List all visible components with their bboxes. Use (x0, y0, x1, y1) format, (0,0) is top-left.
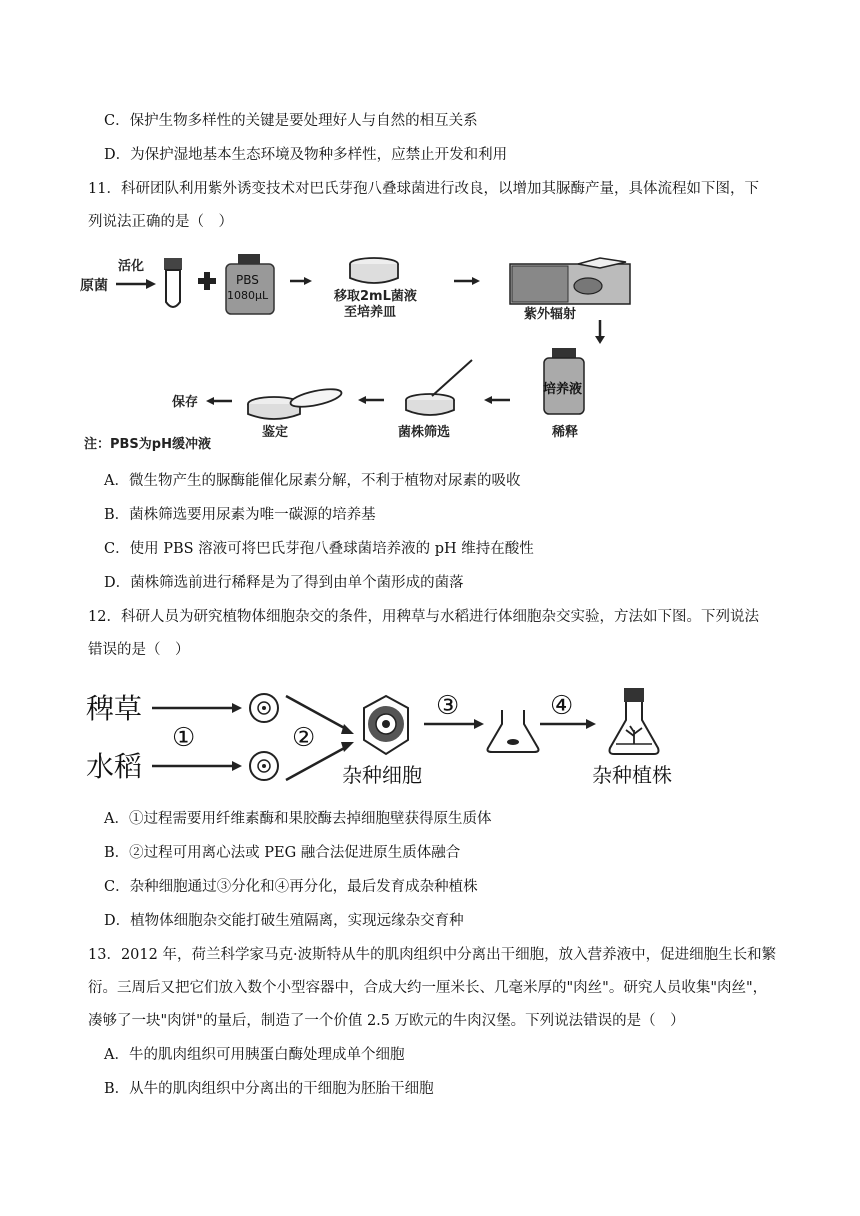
step-2: ② (292, 723, 316, 753)
q11-option-c: C．使用 PBS 溶液可将巴氏芽孢八叠球菌培养液的 pH 维持在酸性 (104, 541, 534, 557)
q10-option-d: D．为保护湿地基本生态环境及物种多样性，应禁止开发和利用 (104, 147, 508, 163)
label-pbs-volume: 1080μL (227, 289, 269, 302)
label-pbs: PBS (236, 273, 259, 287)
step-4: ④ (550, 691, 574, 721)
q12-option-c: C．杂种细胞通过③分化和④再分化，最后发育成杂种植株 (104, 879, 478, 895)
label-baicao: 稗草 (86, 692, 143, 725)
q12-stem-line2: 错误的是（ ） (88, 642, 190, 658)
q12-option-b: B．②过程可用离心法或 PEG 融合法促进原生质体融合 (104, 845, 461, 861)
q11-flow-diagram (80, 248, 660, 458)
q13-option-b: B．从牛的肌肉组织中分离出的干细胞为胚胎干细胞 (104, 1081, 434, 1097)
step-3: ③ (436, 691, 460, 721)
label-baocun: 保存 (172, 395, 199, 410)
label-yiqu-line2: 至培养皿 (344, 305, 397, 320)
label-yuanjun: 原菌 (80, 278, 108, 294)
step-1: ① (172, 723, 196, 753)
label-shuidao: 水稻 (86, 750, 143, 783)
q11-option-b: B．菌株筛选要用尿素为唯一碳源的培养基 (104, 507, 376, 523)
label-ziwai: 紫外辐射 (524, 307, 577, 322)
q11-stem-line1: 11．科研团队利用紫外诱变技术对巴氏芽孢八叠球菌进行改良，以增加其脲酶产量，具体流程如下图，下 (88, 181, 759, 197)
label-junzhu: 菌株筛选 (398, 425, 451, 440)
label-jianding: 鉴定 (262, 425, 289, 440)
q13-stem-line2: 衍。三周后又把它们放入数个小型容器中，合成大约一厘米长、几毫米厚的"肉丝"。研究人员收集"肉丝"， (88, 980, 768, 996)
label-huohua: 活化 (118, 259, 145, 274)
label-yiqu-line1: 移取2mL菌液 (334, 289, 417, 304)
q12-option-d: D．植物体细胞杂交能打破生殖隔离，实现远缘杂交育种 (104, 913, 464, 929)
label-note: 注：PBS为pH缓冲液 (84, 437, 211, 452)
q10-option-c: C．保护生物多样性的关键是要处理好人与自然的相互关系 (104, 113, 478, 129)
label-zazhong-xibao: 杂种细胞 (342, 763, 422, 787)
q11-option-a: A．微生物产生的脲酶能催化尿素分解，不利于植物对尿素的吸收 (104, 473, 521, 489)
q12-hybrid-diagram (86, 682, 686, 794)
label-peiyangye: 培养液 (543, 382, 583, 397)
label-xishi: 稀释 (552, 425, 579, 440)
q12-stem-line1: 12．科研人员为研究植物体细胞杂交的条件，用稗草与水稻进行体细胞杂交实验，方法如下图。下列说法 (88, 609, 759, 625)
q13-option-a: A．牛的肌肉组织可用胰蛋白酶处理成单个细胞 (104, 1047, 405, 1063)
label-zazhong-zhizhu: 杂种植株 (592, 763, 672, 787)
q12-option-a: A．①过程需要用纤维素酶和果胶酶去掉细胞壁获得原生质体 (104, 811, 492, 827)
q11-option-d: D．菌株筛选前进行稀释是为了得到由单个菌形成的菌落 (104, 575, 464, 591)
q11-stem-line2: 列说法正确的是（ ） (88, 214, 233, 230)
q13-stem-line3: 凑够了一块"肉饼"的量后，制造了一个价值 2.5 万欧元的牛肉汉堡。下列说法错误的是（ ） (88, 1013, 685, 1029)
q13-stem-line1: 13．2012 年，荷兰科学家马克·波斯特从牛的肌肉组织中分离出干细胞，放入营养液中，促进细胞生长和繁 (88, 947, 777, 963)
